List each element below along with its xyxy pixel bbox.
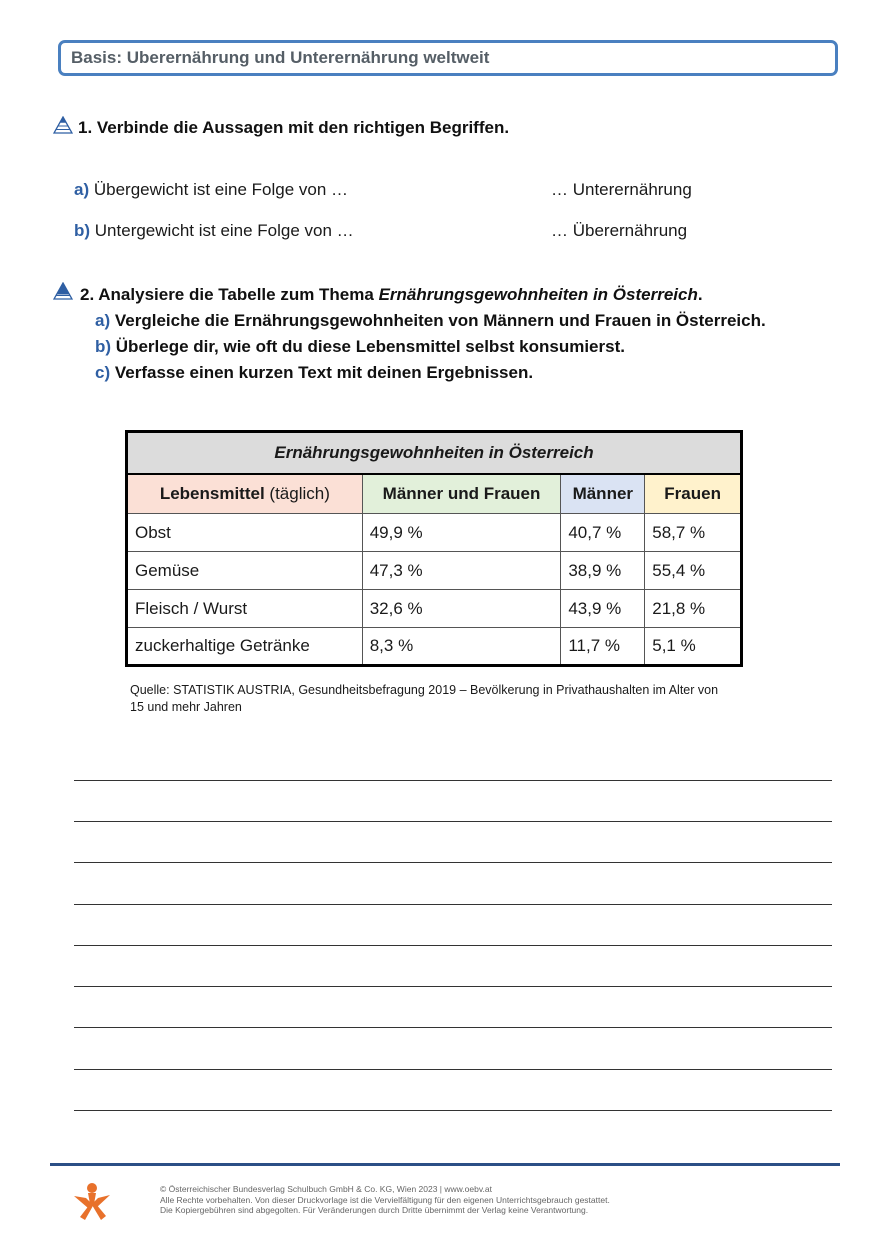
task-2-title-suffix: . [697,285,703,304]
cell-women: 58,7 % [645,514,742,552]
cell-food: Obst [127,514,363,552]
footer-line: © Österreichischer Bundesverlag Schulbuch GmbH & Co. KG, Wien 2023 | www.oebv.at [160,1184,492,1194]
writing-line[interactable] [74,821,832,822]
cell-women: 21,8 % [645,590,742,628]
item-instruction: Vergleiche die Ernährungsgewohnheiten von Männern und Frauen in Österreich. [114,311,766,330]
header-food-label: Lebensmittel [159,483,265,503]
task-2-title-topic: Ernährungsgewohnheiten in Österreich [378,285,698,304]
publisher-logo-icon [72,1182,112,1222]
item-label: b) [74,221,91,240]
worksheet-title: Basis: Uberernährung und Unterernährung weltweit [71,48,490,67]
task-2-title-prefix: 2. Analysiere die Tabelle zum Thema [80,285,379,304]
cell-both: 8,3 % [362,628,561,666]
worksheet-title-box [58,40,838,76]
footer-copyright [160,1184,610,1216]
cell-food: Fleisch / Wurst [127,590,363,628]
item-statement: Untergewicht ist eine Folge von … [94,221,354,240]
header-women: Frauen [645,474,742,514]
task-2-title [80,285,703,305]
writing-line[interactable] [74,862,832,863]
table-source-note: Quelle: STATISTIK AUSTRIA, Gesundheitsbefragung 2019 – Bevölkerung in Privathaushalten im Alter von 15 und mehr Jahren [130,683,719,714]
writing-line[interactable] [74,780,832,781]
header-men-and-women: Männer und Frauen [362,474,561,514]
item-instruction: Überlege dir, wie oft du diese Lebensmittel selbst konsumierst. [115,337,625,356]
table-row [127,552,742,590]
item-statement: Übergewicht ist eine Folge von … [93,180,349,199]
cell-food: zuckerhaltige Getränke [127,628,363,666]
item-label: c) [95,363,111,382]
writing-line[interactable] [74,945,832,946]
item-label: b) [95,337,112,356]
task-1-answer-b: … Überernährung [551,221,688,240]
item-instruction: Verfasse einen kurzen Text mit deinen Ergebnissen. [114,363,534,382]
table-row [127,514,742,552]
level-pyramid-icon [53,282,73,300]
nutrition-habits-table [125,430,743,667]
task-1-title: 1. Verbinde die Aussagen mit den richtigen Begriffen. [78,118,510,137]
header-men: Männer [561,474,645,514]
table-row [127,590,742,628]
cell-men: 11,7 % [561,628,645,666]
cell-both: 32,6 % [362,590,561,628]
writing-line[interactable] [74,904,832,905]
writing-line[interactable] [74,1110,832,1111]
task-1-item-a [74,180,348,200]
header-food-note: (täglich) [264,483,330,503]
cell-women: 55,4 % [645,552,742,590]
footer-line: Die Kopiergebühren sind abgegolten. Für Veränderungen durch Dritte übernimmt der Verlag keine Verantwortung. [160,1205,589,1215]
cell-both: 47,3 % [362,552,561,590]
header-food [127,474,363,514]
item-label: a) [74,180,90,199]
task-1-item-b [74,221,354,241]
writing-line[interactable] [74,986,832,987]
cell-both: 49,9 % [362,514,561,552]
task-2-item-a [95,311,766,331]
level-pyramid-icon [53,116,73,134]
table-caption-row [127,432,742,474]
footer-line: Alle Rechte vorbehalten. Von dieser Druckvorlage ist die Vervielfältigung für den eigenen Unterrichtsgebrauch gestattet. [160,1194,610,1205]
cell-women: 5,1 % [645,628,742,666]
footer-divider [50,1163,840,1166]
task-2-item-b [95,337,625,357]
task-2-item-c [95,363,533,383]
cell-men: 40,7 % [561,514,645,552]
cell-food: Gemüse [127,552,363,590]
item-label: a) [95,311,111,330]
table-caption: Ernährungsgewohnheiten in Österreich [127,432,742,474]
writing-line[interactable] [74,1027,832,1028]
writing-line[interactable] [74,1069,832,1070]
cell-men: 38,9 % [561,552,645,590]
cell-men: 43,9 % [561,590,645,628]
table-header-row [127,474,742,514]
table-row [127,628,742,666]
task-1-answer-a: … Unterernährung [551,180,692,199]
